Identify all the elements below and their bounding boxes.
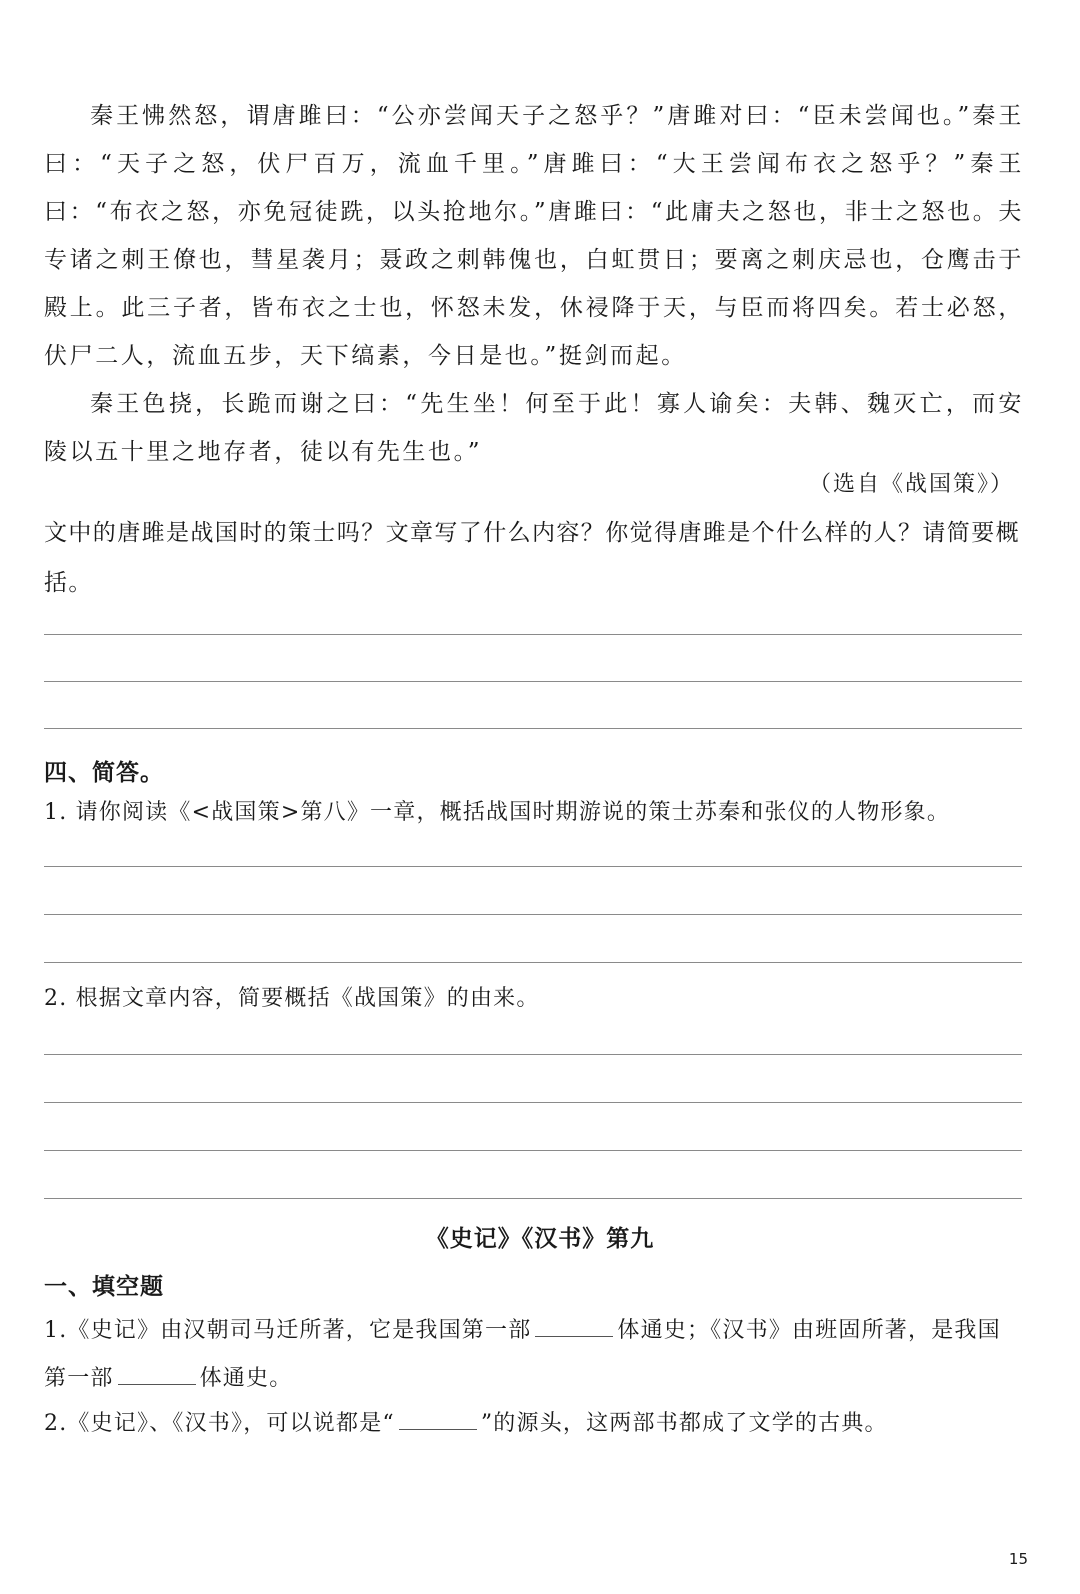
answer-line bbox=[44, 1054, 1022, 1055]
answer-line bbox=[44, 866, 1022, 867]
answer-line bbox=[44, 728, 1022, 729]
fill-blank[interactable] bbox=[118, 1362, 196, 1385]
section-4-question-2: 2. 根据文章内容，简要概括《战国策》的由来。 bbox=[44, 986, 540, 1011]
answer-line bbox=[44, 1198, 1022, 1199]
answer-line bbox=[44, 681, 1022, 682]
section-1-heading: 一、填空题 bbox=[44, 1274, 164, 1300]
fill-blank[interactable] bbox=[535, 1314, 613, 1337]
chapter-title: 《史记》《汉书》第九 bbox=[425, 1226, 655, 1252]
section-4-heading: 四、简答。 bbox=[44, 760, 164, 786]
answer-line bbox=[44, 1102, 1022, 1103]
passage-paragraph-2: 秦王色挠，长跪而谢之曰：“先生坐！何至于此！寡人谕矣：夫韩、魏灭亡，而安陵以五十里之地存者，徒以有先生也。” bbox=[44, 391, 1024, 465]
answer-line bbox=[44, 914, 1022, 915]
section-4-question-1: 1. 请你阅读《<战国策>第八》一章，概括战国时期游说的策士苏秦和张仪的人物形象。 bbox=[44, 800, 951, 825]
passage bbox=[44, 92, 1024, 476]
fill-question-2: 2.《史记》、《汉书》，可以说都是“ ”的源头，这两部书都成了文学的古典。 bbox=[44, 1400, 1024, 1448]
passage-source: （选自《战国策》） bbox=[808, 472, 1014, 497]
fill-blank[interactable] bbox=[399, 1407, 477, 1430]
passage-paragraph-1: 秦王怫然怒，谓唐雎曰：“公亦尝闻天子之怒乎？”唐雎对曰：“臣未尝闻也。”秦王曰：“天子之怒，伏尸百万，流血千里。”唐雎曰：“大王尝闻布衣之怒乎？”秦王曰：“布衣之怒，亦免冠徒跣，以头抢地尔。”唐雎曰：“此庸夫之怒也，非士之怒也。夫专诸之刺王僚也，彗星袭月；聂政之刺韩傀也，白虹贯日；要离之刺庆忌也，仓鹰击于殿上。此三子者，皆布衣之士也，怀怒未发，休祲降于天，与臣而将四矣。若士必怒，伏尸二人，流血五步，天下缟素，今日是也。”挺剑而起。 bbox=[44, 103, 1024, 369]
reading-question: 文中的唐雎是战国时的策士吗？文章写了什么内容？你觉得唐雎是个什么样的人？请简要概括。 bbox=[44, 520, 1020, 596]
answer-line bbox=[44, 1150, 1022, 1151]
fill-question-1: 1.《史记》由汉朝司马迁所著，它是我国第一部 体通史；《汉书》由班固所著，是我国 第一部 体通史。 bbox=[44, 1307, 1024, 1403]
answer-line bbox=[44, 962, 1022, 963]
answer-line bbox=[44, 634, 1022, 635]
page-number: 15 bbox=[1008, 1550, 1028, 1568]
